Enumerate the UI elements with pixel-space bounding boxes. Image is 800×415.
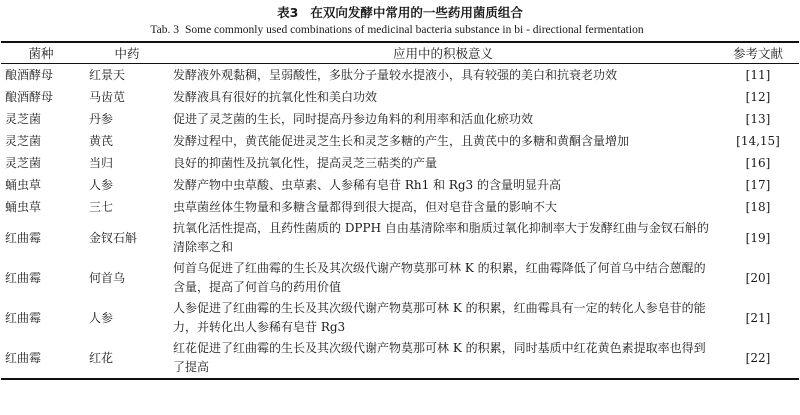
table-row xyxy=(1,298,799,338)
cell-herb: 人参 xyxy=(89,310,114,325)
cell-strain: 红曲霉 xyxy=(5,270,42,285)
cell-reference: [19] xyxy=(745,230,771,245)
table-row xyxy=(1,86,799,108)
cell-herb: 三七 xyxy=(89,199,114,214)
table-row xyxy=(1,338,799,379)
cell-reference: [16] xyxy=(745,155,771,170)
cell-significance: 良好的抑菌性及抗氧化性，提高灵芝三萜类的产量 xyxy=(173,155,438,170)
header-reference: 参考文献 xyxy=(732,46,783,61)
cell-strain: 红曲霉 xyxy=(5,350,42,365)
table-row xyxy=(1,108,799,130)
cell-strain: 红曲霉 xyxy=(5,230,42,245)
table-row xyxy=(1,174,799,196)
cell-significance: 发酵液外观黏稠，呈弱酸性，多肽分子量较水提液小，具有较强的美白和抗衰老功效 xyxy=(173,67,618,82)
cell-significance: 抗氧化活性提高，且药性菌质的 DPPH 自由基清除率和脂质过氧化抑制率大于发酵红曲与金钗石斛的清除率之和 xyxy=(173,221,709,254)
header-strain: 菌种 xyxy=(28,46,54,61)
cell-strain: 酿酒酵母 xyxy=(5,89,54,104)
table-title-en xyxy=(0,24,800,36)
cell-strain: 红曲霉 xyxy=(5,310,42,325)
table-title-en-text: Some commonly used combinations of medicinal bacteria substance in bi - directional fermentation xyxy=(184,24,644,36)
cell-significance: 发酵产物中虫草酸、虫草素、人参稀有皂苷 Rh1 和 Rg3 的含量明显升高 xyxy=(173,177,562,192)
cell-herb: 金钗石斛 xyxy=(89,230,138,245)
combination-table xyxy=(1,41,799,380)
cell-strain: 酿酒酵母 xyxy=(5,67,54,82)
cell-reference: [13] xyxy=(745,111,771,126)
table-row xyxy=(1,218,799,258)
header-herb: 中药 xyxy=(114,46,140,61)
cell-herb: 马齿苋 xyxy=(89,89,126,104)
cell-reference: [21] xyxy=(745,310,771,325)
table-row xyxy=(1,64,799,87)
cell-significance: 虫草菌丝体生物量和多糖含量都得到很大提高，但对皂苷含量的影响不大 xyxy=(173,199,558,214)
cell-herb: 黄芪 xyxy=(89,133,114,148)
cell-herb: 当归 xyxy=(89,155,114,170)
cell-reference: [20] xyxy=(745,270,771,285)
cell-significance: 发酵过程中，黄芪能促进灵芝生长和灵芝多糖的产生，且黄芪中的多糖和黄酮含量增加 xyxy=(173,133,630,148)
cell-significance: 红花促进了红曲霉的生长及其次级代谢产物莫那可林 K 的积累，同时基质中红花黄色素提取率也得到了提高 xyxy=(173,341,706,374)
table-label-en: Tab. 3 xyxy=(150,24,179,36)
cell-strain: 灵芝菌 xyxy=(5,111,42,126)
cell-significance: 促进了灵芝菌的生长，同时提高丹参边角料的利用率和活血化瘀功效 xyxy=(173,111,534,126)
table-row xyxy=(1,258,799,298)
cell-strain: 灵芝菌 xyxy=(5,155,42,170)
cell-significance: 人参促进了红曲霉的生长及其次级代谢产物莫那可林 K 的积累，红曲霉具有一定的转化人参皂苷的能力，并转化出人参稀有皂苷 Rg3 xyxy=(173,301,706,334)
table-row xyxy=(1,196,799,218)
header-significance: 应用中的积极意义 xyxy=(392,46,493,61)
table-label-cn: 表3 xyxy=(277,5,299,20)
cell-herb: 丹参 xyxy=(89,111,114,126)
cell-herb: 何首乌 xyxy=(89,270,126,285)
cell-significance: 发酵液具有很好的抗氧化性和美白功效 xyxy=(173,89,378,104)
table-title-cn-text: 在双向发酵中常用的一些药用菌质组合 xyxy=(310,5,523,20)
cell-strain: 蛹虫草 xyxy=(5,199,42,214)
cell-reference: [11] xyxy=(745,67,771,82)
cell-reference: [14,15] xyxy=(736,133,780,148)
cell-reference: [22] xyxy=(745,350,771,365)
cell-reference: [12] xyxy=(745,89,771,104)
table-title-cn xyxy=(0,3,800,21)
cell-herb: 红花 xyxy=(89,350,114,365)
cell-reference: [17] xyxy=(745,177,771,192)
cell-herb: 人参 xyxy=(89,177,114,192)
cell-herb: 红景天 xyxy=(89,67,126,82)
table-header-row xyxy=(1,42,799,64)
cell-significance: 何首乌促进了红曲霉的生长及其次级代谢产物莫那可林 K 的积累，红曲霉降低了何首乌中结合蒽醌的含量，提高了何首乌的药用价值 xyxy=(173,261,706,294)
table-row xyxy=(1,130,799,152)
cell-strain: 灵芝菌 xyxy=(5,133,42,148)
cell-reference: [18] xyxy=(745,199,771,214)
cell-strain: 蛹虫草 xyxy=(5,177,42,192)
table-row xyxy=(1,152,799,174)
